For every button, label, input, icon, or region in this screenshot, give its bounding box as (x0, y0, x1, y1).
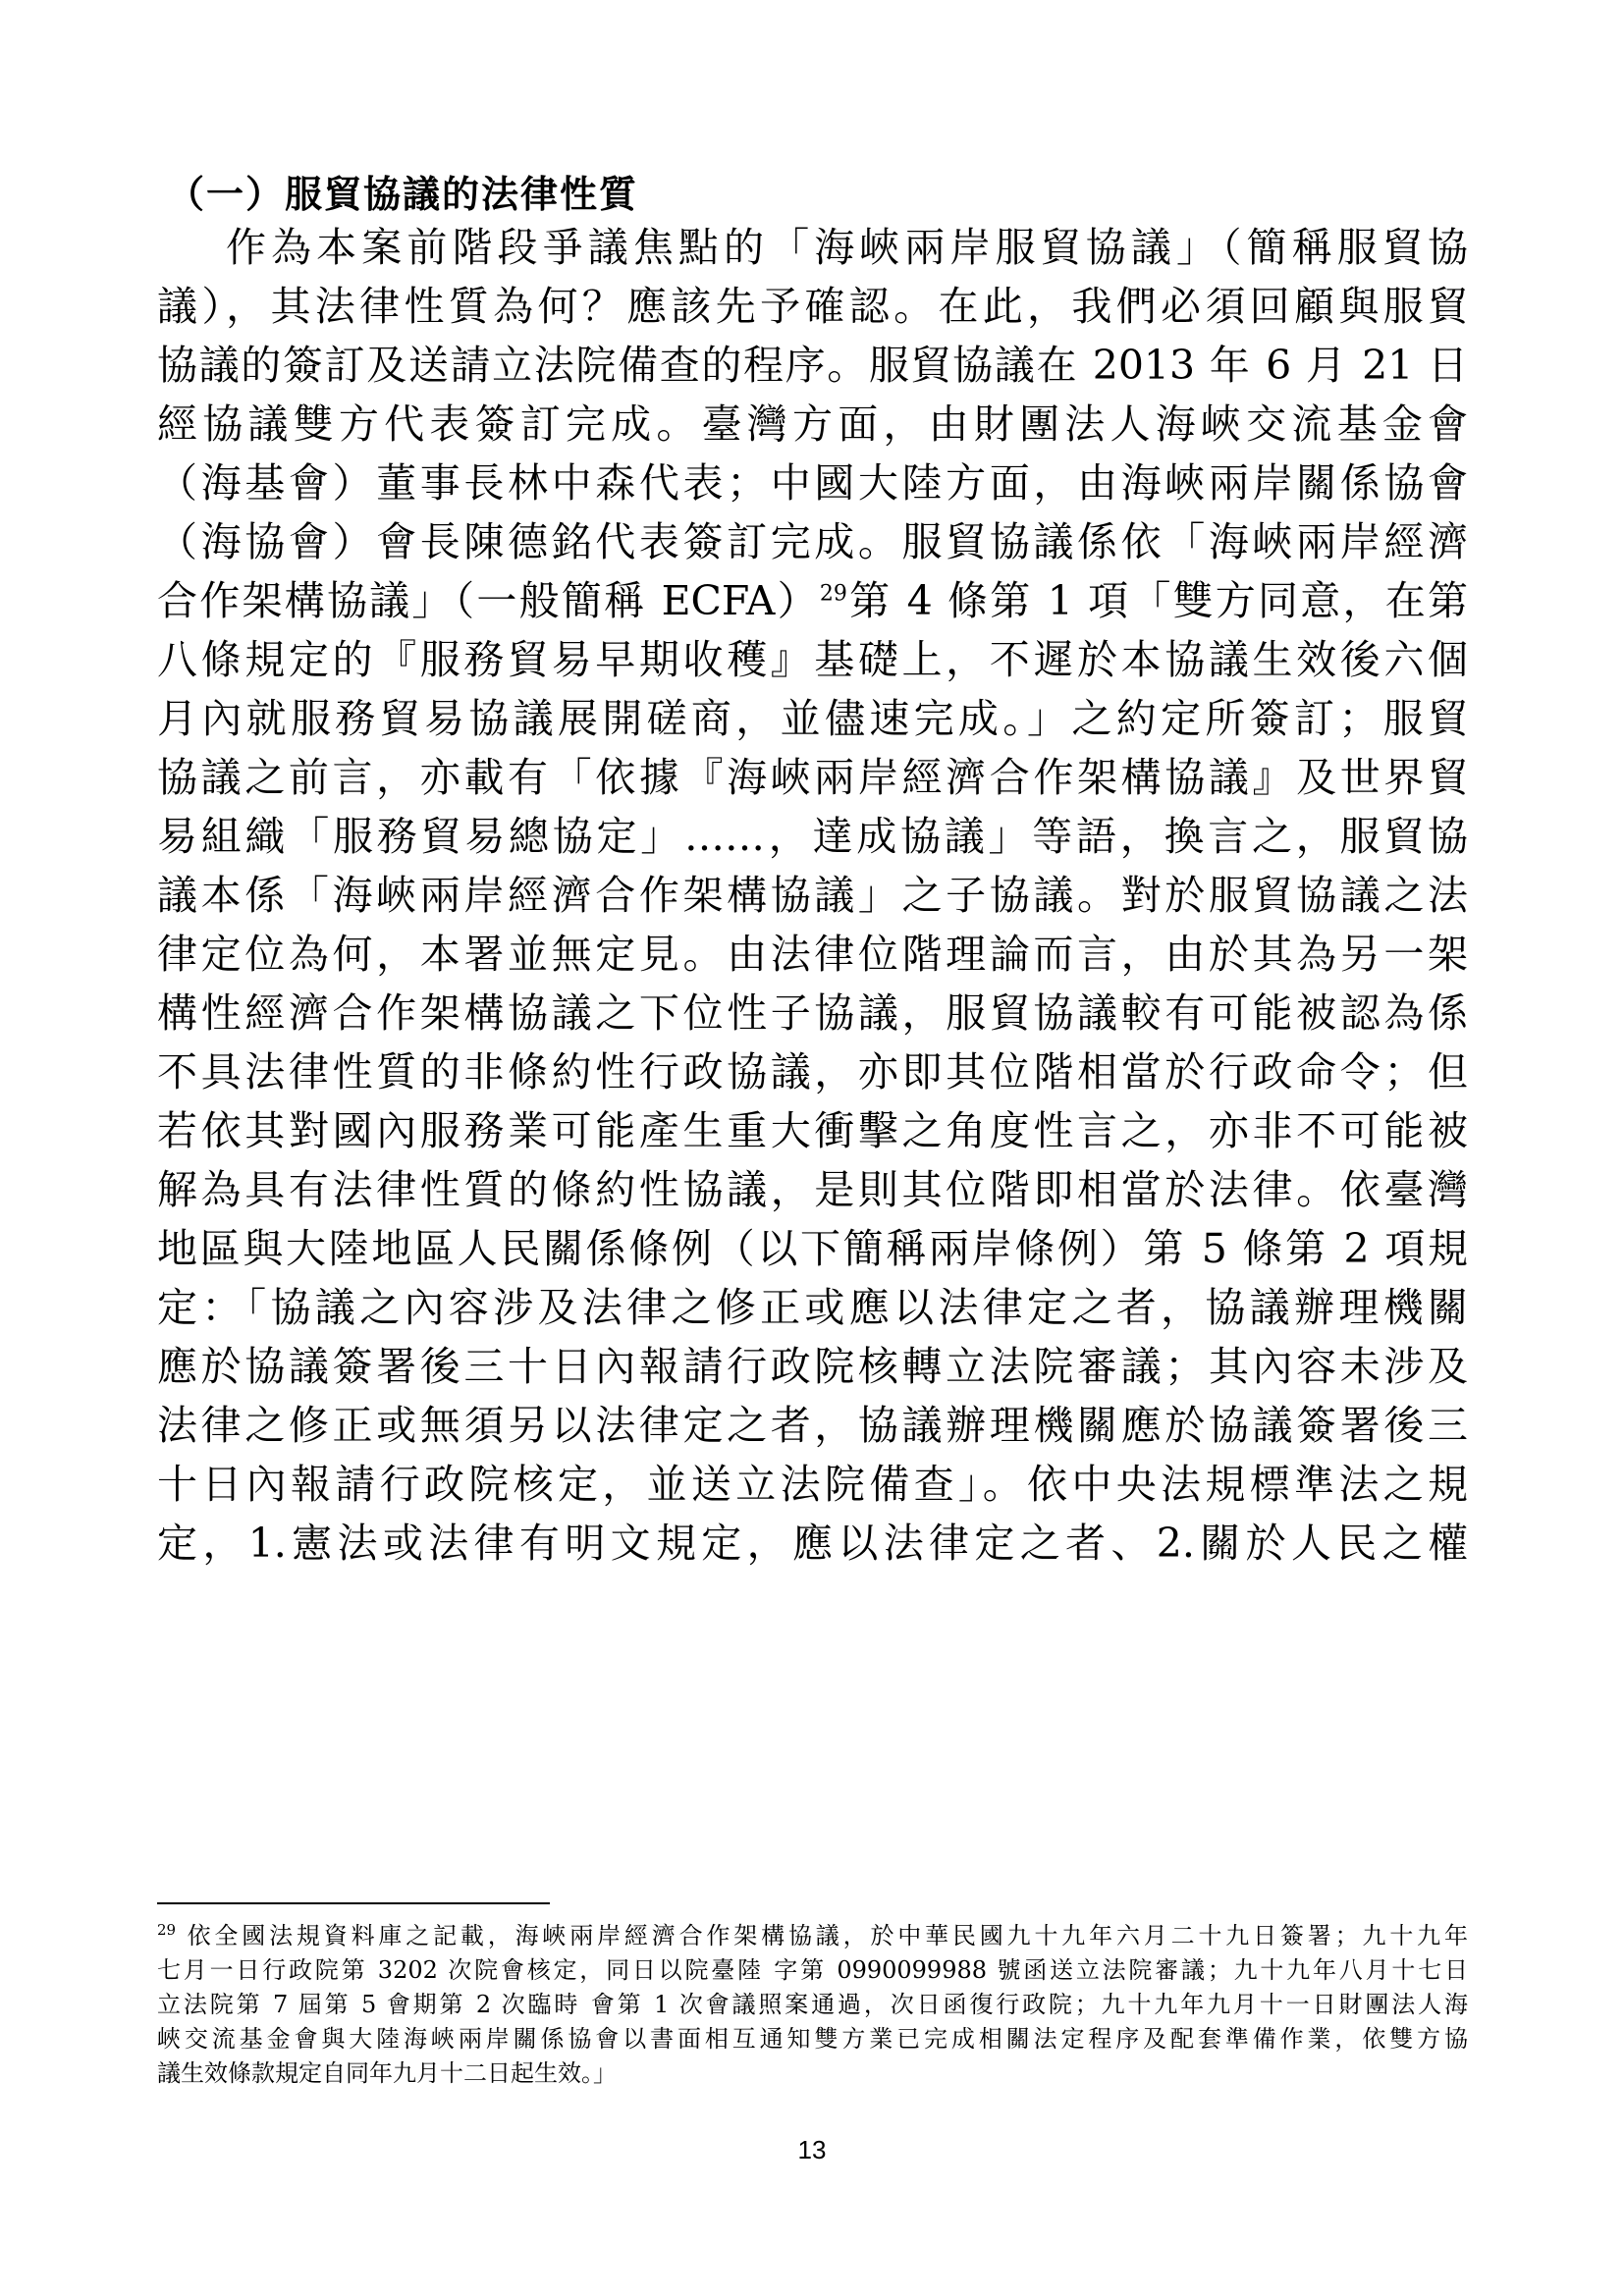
body-line-18: 地區與大陸地區人民關係條例（以下簡稱兩岸條例）第 5 條第 2 項規 (157, 1225, 1468, 1272)
body-line-16: 若依其對國內服務業可能產生重大衝擊之角度性言之，亦非不可能被 (157, 1107, 1468, 1154)
body-line-13: 律定位為何，本署並無定見。由法律位階理論而言，由於其為另一架 (157, 931, 1468, 978)
section-heading: （一）服貿協議的法律性質 (167, 172, 639, 216)
body-line-15: 不具法律性質的非條約性行政協議，亦即其位階相當於行政命令；但 (157, 1048, 1468, 1095)
footnote-line-5: 議生效條款規定自同年九月十二日起生效。」 (157, 2059, 617, 2087)
body-line-7-tail: 第 4 條第 1 項「雙方同意，在第 (846, 577, 1468, 624)
body-line-7-head: 合作架構協議」（一般簡稱 ECFA） (157, 577, 820, 624)
body-line-17: 解為具有法律性質的條約性協議，是則其位階即相當於法律。依臺灣 (157, 1166, 1468, 1213)
body-line-9: 月內就服務貿易協議展開磋商，並儘速完成。」之約定所簽訂；服貿 (157, 695, 1468, 742)
footnote-line-3: 立法院第 7 屆第 5 會期第 2 次臨時 會第 1 次會議照案通過，次日函復行政院；九十九年九月十一日財團法人海 (157, 1991, 1468, 2018)
body-line-8: 八條規定的『服務貿易早期收穫』基礎上，不遲於本協議生效後六個 (157, 636, 1468, 683)
body-line-5: （海基會）董事長林中森代表；中國大陸方面，由海峽兩岸關係協會 (157, 459, 1468, 507)
footnote-line-4: 峽交流基金會與大陸海峽兩岸關係協會以書面相互通知雙方業已完成相關法定程序及配套準備作業，依雙方協 (157, 2025, 1468, 2053)
footnote-line-2: 七月一日行政院第 3202 次院會核定，同日以院臺陸 字第 0990099988 號函送立法院審議；九十九年八月十七日 (157, 1956, 1468, 1984)
footnote-line-1-text: 依全國法規資料庫之記載，海峽兩岸經濟合作架構協議，於中華民國九十九年六月二十九日簽署；九十九年 (187, 1922, 1468, 1949)
body-line-10: 協議之前言，亦載有「依據『海峽兩岸經濟合作架構協議』及世界貿 (157, 754, 1468, 801)
body-line-3: 協議的簽訂及送請立法院備查的程序。服貿協議在 2013 年 6 月 21 日 (157, 342, 1468, 389)
body-line-21: 法律之修正或無須另以法律定之者，協議辦理機關應於協議簽署後三 (157, 1402, 1468, 1449)
body-line-14: 構性經濟合作架構協議之下位性子協議，服貿協議較有可能被認為係 (157, 989, 1468, 1037)
body-line-22: 十日內報請行政院核定，並送立法院備查」。依中央法規標準法之規 (157, 1461, 1468, 1508)
footnote-separator (157, 1902, 550, 1904)
footnote-number: 29 (157, 1921, 177, 1939)
body-line-6: （海協會）會長陳德銘代表簽訂完成。服貿協議係依「海峽兩岸經濟 (157, 518, 1468, 565)
footnote-ref-29[interactable]: 29 (819, 581, 847, 607)
body-line-12: 議本係「海峽兩岸經濟合作架構協議」之子協議。對於服貿協議之法 (157, 872, 1468, 919)
footnote-line-1 (157, 1919, 1468, 1953)
page-number: 13 (797, 2135, 827, 2164)
body-line-19: 定：「協議之內容涉及法律之修正或應以法律定之者，協議辦理機關 (157, 1284, 1468, 1331)
body-line-11: 易組織「服務貿易總協定」……，達成協議」等語，換言之，服貿協 (157, 813, 1468, 860)
body-line-1: 作為本案前階段爭議焦點的「海峽兩岸服貿協議」（簡稱服貿協 (226, 224, 1468, 271)
body-line-4: 經協議雙方代表簽訂完成。臺灣方面，由財團法人海峽交流基金會 (157, 400, 1468, 448)
body-line-23: 定，1.憲法或法律有明文規定，應以法律定之者、2.關於人民之權 (157, 1520, 1468, 1567)
body-line-7 (157, 571, 1468, 630)
body-line-2: 議），其法律性質為何？應該先予確認。在此，我們必須回顧與服貿 (157, 283, 1468, 330)
body-line-20: 應於協議簽署後三十日內報請行政院核轉立法院審議；其內容未涉及 (157, 1343, 1468, 1390)
